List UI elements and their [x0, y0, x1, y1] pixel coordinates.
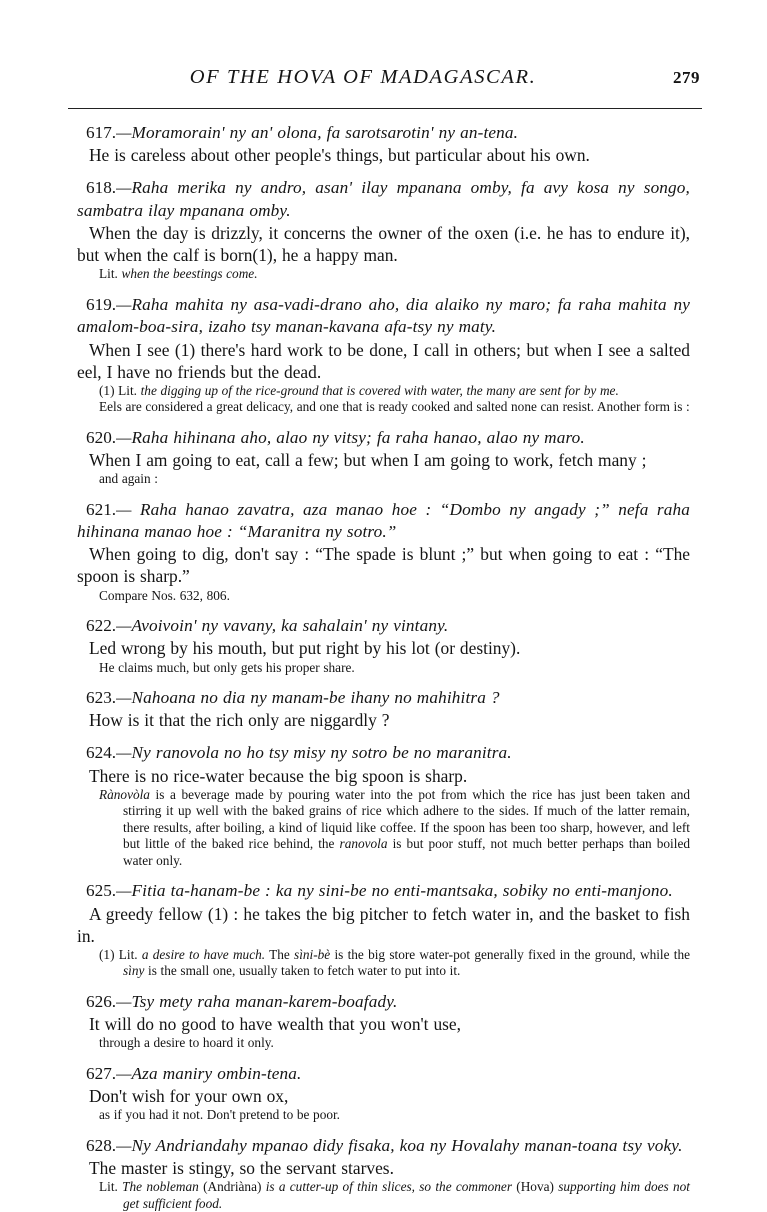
proverb-text: —Aza maniry ombin-tena.	[116, 1063, 302, 1083]
entry-number: 617.	[86, 123, 117, 142]
proverb-entry	[77, 687, 690, 731]
proverb-entry	[77, 615, 690, 676]
roman-text: is the small one, usually taken to fetch water to put into it.	[144, 963, 461, 979]
proverb-translation: How is it that the rich only are niggardly ?	[89, 710, 390, 731]
proverb-text: —Fitia ta-hanam-be : ka ny sini-be no enti-mantsaka, sobiky no enti-manjono.	[116, 881, 673, 901]
roman-text: is the big store water-pot generally fixed in the ground, while the	[330, 946, 690, 962]
entry-note: as if you had it not. Don't pretend to be poor.	[99, 1107, 341, 1123]
entry-number: 620.	[86, 427, 117, 447]
proverb-malagasy	[77, 687, 690, 709]
proverb-text: —Ny ranovola no ho tsy misy ny sotro be no maranitra.	[116, 743, 512, 763]
proverb-text: — Raha hanao zavatra, aza manao hoe : “Dombo ny angady ;” nefa raha hihinana manao hoe : “Maranitra ny sotro.”	[77, 499, 690, 542]
proverb-text: —Raha mahita ny asa-vadi-drano aho, dia alaiko ny maro; fa raha mahita ny amalom-boa-sira, izaho tsy manan-kavana afa-tsy ny maty.	[77, 294, 690, 337]
note-marker: (1)	[99, 382, 119, 398]
proverb-malagasy	[77, 742, 690, 764]
roman-text: (Andriàna)	[203, 1179, 262, 1195]
entry-number: 625.	[86, 881, 117, 901]
entry-spacer	[77, 283, 690, 294]
entry-note: He claims much, but only gets his proper share.	[99, 659, 355, 675]
proverb-malagasy	[77, 1063, 690, 1085]
entry-note: through a desire to hoard it only.	[99, 1035, 274, 1051]
proverb-entry	[77, 427, 690, 488]
page-number: 279	[673, 68, 700, 87]
note-italic-text: when the beestings come.	[121, 266, 258, 282]
roman-text: The	[265, 946, 295, 962]
proverb-malagasy	[77, 294, 690, 339]
entry-number: 623.	[86, 687, 117, 707]
proverb-malagasy	[77, 499, 690, 544]
entry-spacer	[77, 1052, 690, 1063]
proverb-translation: The master is stingy, so the servant starves.	[89, 1158, 394, 1179]
proverb-entry	[77, 1135, 690, 1212]
emphasis-text: ranovola	[339, 836, 388, 852]
entry-note	[77, 947, 690, 980]
proverb-malagasy	[77, 991, 690, 1013]
proverb-translation: When going to dig, don't say : “The spade is blunt ;” but when going to eat : “The spoon is sharp.”	[77, 544, 690, 587]
proverb-malagasy	[77, 122, 690, 144]
entry-spacer	[77, 676, 690, 687]
roman-text: Lit.	[118, 946, 142, 962]
proverb-entry	[77, 122, 690, 166]
entry-spacer	[77, 731, 690, 742]
proverb-entry	[77, 742, 690, 869]
entry-spacer	[77, 980, 690, 991]
entry-note	[77, 266, 690, 282]
roman-text: is but poor stuff, not much better perhaps than boiled water only.	[123, 836, 690, 868]
proverb-translation: A greedy fellow (1) : he takes the big pitcher to fetch water in, and the basket to fish in.	[77, 903, 690, 946]
entry-note: Eels are considered a great delicacy, and one that is ready cooked and salted none can resist. Another form is :	[99, 399, 690, 415]
proverb-translation: When the day is drizzly, it concerns the owner of the oxen (i.e. he has to endure it), but when the calf is born(1), he a happy man.	[77, 223, 690, 266]
proverb-text: —Avoivoin' ny vavany, ka sahalain' ny vintany.	[116, 616, 449, 636]
entry-spacer	[77, 869, 690, 880]
proverb-translation: He is careless about other people's things, but particular about his own.	[89, 145, 590, 166]
text-column	[77, 122, 690, 1212]
proverb-translation: There is no rice-water because the big spoon is sharp.	[89, 765, 468, 786]
emphasis-text: Rànovòla	[99, 786, 150, 802]
entry-number: 621.	[86, 499, 117, 519]
entry-number: 624.	[86, 743, 117, 763]
proverb-text: —Tsy mety raha manan-karem-boafady.	[116, 991, 398, 1011]
entry-note	[77, 787, 690, 869]
entry-spacer	[77, 488, 690, 499]
header-rule	[68, 108, 702, 109]
emphasis-text: The nobleman	[122, 1179, 204, 1195]
proverb-malagasy	[77, 1135, 690, 1157]
note-marker: (1)	[99, 946, 119, 962]
proverb-malagasy	[77, 427, 690, 449]
note-italic-text: the digging up of the rice-ground that is covered with water, the many are sent for by me.	[140, 382, 619, 398]
proverb-text: —Raha merika ny andro, asan' ilay mpanana omby, fa avy kosa ny songo, sambatra ilay mpanana omby.	[77, 178, 690, 220]
entry-spacer	[77, 166, 690, 177]
proverb-text: —Raha hihinana aho, alao ny vitsy; fa raha hanao, alao ny maro.	[116, 427, 585, 447]
entry-spacer	[77, 604, 690, 615]
proverb-text: —Nahoana no dia ny manam-be ihany no mahihitra ?	[116, 687, 500, 707]
proverb-malagasy	[77, 615, 690, 637]
entry-number: 622.	[86, 616, 117, 636]
entry-number: 618.	[86, 178, 117, 198]
roman-text: (Hova)	[516, 1179, 554, 1195]
entry-number: 628.	[86, 1135, 117, 1155]
note-lead: Lit.	[99, 266, 122, 282]
proverb-malagasy	[77, 177, 690, 222]
emphasis-text: supporting him does not get sufficient food.	[123, 1179, 691, 1211]
note-lead: Lit.	[99, 1179, 123, 1195]
proverb-translation: When I see (1) there's hard work to be done, I call in others; but when I see a salted eel, I have no friends but the dead.	[77, 339, 690, 382]
emphasis-text: a desire to have much.	[141, 946, 266, 962]
proverb-text: —Moramorain' ny an' olona, fa sarotsarotin' ny an-tena.	[116, 123, 519, 142]
proverb-malagasy	[77, 880, 690, 902]
proverb-entry	[77, 499, 690, 604]
note-lead: Lit.	[118, 382, 141, 398]
emphasis-text: sìni-bè	[294, 946, 331, 962]
proverb-text: —Ny Andriandahy mpanao didy fisaka, koa ny Hovalahy manan-toana tsy voky.	[116, 1135, 683, 1155]
roman-text: is a beverage made by pouring water into the pot from which the rice has just been taken and stirring it up well with the baked grains of rice which adhere to the sides. If much of the latter remain, there results, after boiling, a kind of liquid like coffee. If the spoon has been too sharp, however, and left but little of the baked rice behind, the	[123, 786, 690, 852]
running-head	[68, 66, 700, 96]
entry-spacer	[77, 416, 690, 427]
entry-note	[77, 383, 690, 399]
proverb-entry	[77, 177, 690, 282]
proverb-entry	[77, 880, 690, 980]
proverb-translation: It will do no good to have wealth that you won't use,	[89, 1014, 461, 1035]
entry-number: 626.	[86, 991, 117, 1011]
emphasis-text: sìny	[123, 963, 145, 979]
entry-number: 627.	[86, 1063, 117, 1083]
proverb-translation: Don't wish for your own ox,	[89, 1086, 289, 1107]
proverb-entry	[77, 991, 690, 1052]
proverb-entry	[77, 294, 690, 416]
proverb-entry	[77, 1063, 690, 1124]
entry-number: 619.	[86, 294, 117, 314]
running-head-title: OF THE HOVA OF MADAGASCAR.	[189, 66, 537, 88]
entry-spacer	[77, 1124, 690, 1135]
entry-note: and again :	[99, 471, 158, 487]
entry-note: Compare Nos. 632, 806.	[99, 587, 230, 603]
entry-note	[77, 1179, 690, 1212]
proverb-translation: When I am going to eat, call a few; but when I am going to work, fetch many ;	[89, 450, 647, 471]
proverb-translation: Led wrong by his mouth, but put right by his lot (or destiny).	[89, 638, 521, 659]
emphasis-text: is a cutter-up of thin slices, so the commoner	[261, 1179, 517, 1195]
